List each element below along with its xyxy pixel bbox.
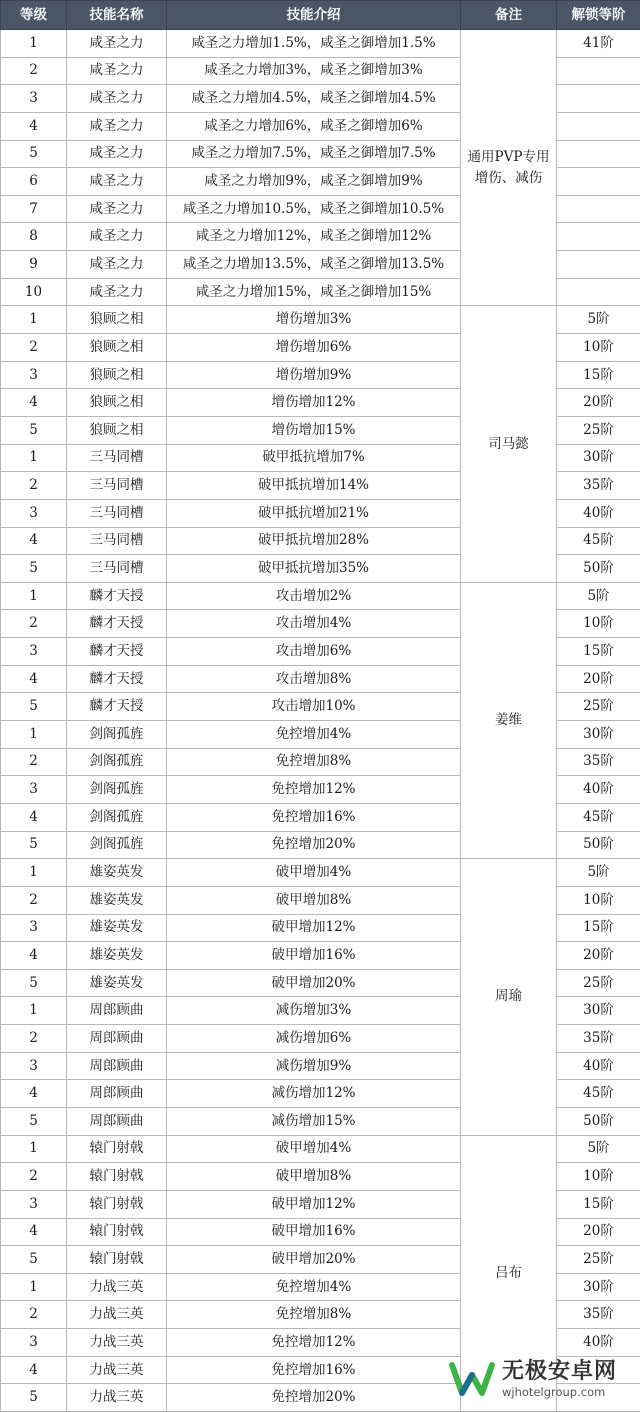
cell-skill-name: 狼顾之相 xyxy=(67,389,167,417)
cell-skill-desc: 增伤增加6% xyxy=(167,334,461,362)
cell-unlock: 30阶 xyxy=(557,997,640,1025)
cell-level: 2 xyxy=(1,748,67,776)
cell-skill-desc: 咸圣之力增加9%，咸圣之御增加9% xyxy=(167,168,461,196)
cell-skill-name: 三马同槽 xyxy=(67,472,167,500)
cell-level: 2 xyxy=(1,334,67,362)
cell-unlock: 35阶 xyxy=(557,748,640,776)
cell-level: 2 xyxy=(1,1163,67,1191)
cell-skill-desc: 咸圣之力增加6%，咸圣之御增加6% xyxy=(167,112,461,140)
cell-level: 2 xyxy=(1,1025,67,1053)
cell-level: 10 xyxy=(1,278,67,306)
cell-level: 3 xyxy=(1,1190,67,1218)
cell-skill-desc: 免控增加4% xyxy=(167,1273,461,1301)
cell-level: 2 xyxy=(1,1301,67,1329)
note-line: 周瑜 xyxy=(495,988,522,1005)
cell-level: 3 xyxy=(1,85,67,113)
watermark-url: wjhotelgroup.com xyxy=(502,1385,606,1399)
cell-level: 3 xyxy=(1,638,67,666)
note-line: 增伤、减伤 xyxy=(474,169,543,186)
cell-skill-desc: 破甲增加16% xyxy=(167,1218,461,1246)
cell-unlock xyxy=(557,168,640,196)
cell-skill-name: 麟才天授 xyxy=(67,610,167,638)
cell-skill-name: 力战三英 xyxy=(67,1329,167,1357)
cell-skill-desc: 咸圣之力增加4.5%，咸圣之御增加4.5% xyxy=(167,85,461,113)
cell-level: 3 xyxy=(1,499,67,527)
cell-unlock: 41阶 xyxy=(557,30,640,58)
cell-level: 1 xyxy=(1,582,67,610)
cell-skill-name: 麟才天授 xyxy=(67,693,167,721)
cell-level: 3 xyxy=(1,1329,67,1357)
cell-skill-desc: 咸圣之力增加1.5%，咸圣之御增加1.5% xyxy=(167,30,461,58)
cell-unlock: 45阶 xyxy=(557,803,640,831)
cell-skill-name: 剑阁孤旌 xyxy=(67,831,167,859)
cell-skill-desc: 免控增加20% xyxy=(167,1384,461,1412)
cell-unlock xyxy=(557,278,640,306)
cell-level: 7 xyxy=(1,195,67,223)
cell-level: 1 xyxy=(1,444,67,472)
table-body xyxy=(1,30,640,1412)
cell-skill-desc: 破甲增加20% xyxy=(167,969,461,997)
cell-level: 2 xyxy=(1,610,67,638)
cell-level: 2 xyxy=(1,886,67,914)
cell-note xyxy=(461,859,557,1135)
table-row xyxy=(1,1135,640,1163)
cell-level: 5 xyxy=(1,1384,67,1412)
cell-skill-desc: 免控增加4% xyxy=(167,721,461,749)
cell-skill-name: 雄姿英发 xyxy=(67,859,167,887)
cell-skill-desc: 攻击增加10% xyxy=(167,693,461,721)
cell-unlock: 40阶 xyxy=(557,499,640,527)
cell-skill-desc: 咸圣之力增加3%，咸圣之御增加3% xyxy=(167,57,461,85)
cell-unlock: 50阶 xyxy=(557,1107,640,1135)
cell-level: 5 xyxy=(1,416,67,444)
header-note: 备注 xyxy=(461,1,557,30)
cell-unlock: 15阶 xyxy=(557,1190,640,1218)
cell-skill-desc: 破甲增加8% xyxy=(167,1163,461,1191)
cell-unlock: 15阶 xyxy=(557,361,640,389)
cell-level: 4 xyxy=(1,1080,67,1108)
cell-unlock: 5阶 xyxy=(557,582,640,610)
cell-unlock xyxy=(557,195,640,223)
cell-skill-name: 咸圣之力 xyxy=(67,168,167,196)
cell-skill-name: 剑阁孤旌 xyxy=(67,748,167,776)
note-line: 姜维 xyxy=(495,712,522,729)
cell-level: 5 xyxy=(1,1246,67,1274)
cell-skill-name: 雄姿英发 xyxy=(67,914,167,942)
cell-skill-desc: 破甲抵抗增加7% xyxy=(167,444,461,472)
cell-level: 1 xyxy=(1,30,67,58)
cell-unlock: 50阶 xyxy=(557,555,640,583)
cell-skill-desc: 攻击增加8% xyxy=(167,665,461,693)
header-level: 等级 xyxy=(1,1,67,30)
cell-skill-name: 剑阁孤旌 xyxy=(67,721,167,749)
cell-skill-desc: 免控增加8% xyxy=(167,1301,461,1329)
cell-unlock: 30阶 xyxy=(557,1273,640,1301)
cell-level: 3 xyxy=(1,361,67,389)
header-unlock: 解锁等阶 xyxy=(557,1,640,30)
cell-skill-name: 咸圣之力 xyxy=(67,251,167,279)
cell-skill-name: 咸圣之力 xyxy=(67,85,167,113)
cell-skill-name: 咸圣之力 xyxy=(67,195,167,223)
cell-note xyxy=(461,582,557,858)
cell-level: 2 xyxy=(1,57,67,85)
cell-unlock xyxy=(557,85,640,113)
cell-skill-name: 力战三英 xyxy=(67,1384,167,1412)
cell-level: 3 xyxy=(1,776,67,804)
cell-skill-name: 剑阁孤旌 xyxy=(67,776,167,804)
cell-unlock: 50阶 xyxy=(557,831,640,859)
cell-skill-desc: 攻击增加6% xyxy=(167,638,461,666)
cell-level: 1 xyxy=(1,997,67,1025)
cell-unlock xyxy=(557,251,640,279)
cell-skill-desc: 免控增加8% xyxy=(167,748,461,776)
cell-skill-desc: 破甲增加16% xyxy=(167,942,461,970)
note-line: PVP专用 xyxy=(494,148,550,165)
cell-unlock: 15阶 xyxy=(557,914,640,942)
header-skill-desc: 技能介绍 xyxy=(167,1,461,30)
cell-level: 3 xyxy=(1,914,67,942)
cell-unlock: 10阶 xyxy=(557,886,640,914)
cell-skill-desc: 咸圣之力增加7.5%，咸圣之御增加7.5% xyxy=(167,140,461,168)
cell-unlock: 30阶 xyxy=(557,721,640,749)
cell-skill-name: 力战三英 xyxy=(67,1273,167,1301)
cell-unlock: 45阶 xyxy=(557,1080,640,1108)
note-line: 通用 xyxy=(467,148,495,165)
cell-skill-name: 辕门射戟 xyxy=(67,1218,167,1246)
cell-skill-name: 咸圣之力 xyxy=(67,112,167,140)
cell-skill-desc: 减伤增加15% xyxy=(167,1107,461,1135)
cell-skill-name: 辕门射戟 xyxy=(67,1190,167,1218)
cell-skill-name: 周郎顾曲 xyxy=(67,997,167,1025)
cell-skill-name: 麟才天授 xyxy=(67,582,167,610)
cell-level: 1 xyxy=(1,306,67,334)
cell-level: 1 xyxy=(1,859,67,887)
cell-skill-desc: 咸圣之力增加13.5%，咸圣之御增加13.5% xyxy=(167,251,461,279)
cell-skill-name: 力战三英 xyxy=(67,1301,167,1329)
cell-skill-desc: 破甲抵抗增加35% xyxy=(167,555,461,583)
cell-skill-desc: 破甲增加20% xyxy=(167,1246,461,1274)
cell-skill-name: 咸圣之力 xyxy=(67,57,167,85)
cell-skill-name: 周郎顾曲 xyxy=(67,1107,167,1135)
cell-unlock: 35阶 xyxy=(557,1025,640,1053)
cell-skill-name: 雄姿英发 xyxy=(67,886,167,914)
cell-skill-desc: 破甲增加4% xyxy=(167,859,461,887)
cell-skill-name: 咸圣之力 xyxy=(67,278,167,306)
cell-skill-name: 狼顾之相 xyxy=(67,306,167,334)
cell-unlock: 20阶 xyxy=(557,1218,640,1246)
cell-note xyxy=(461,306,557,582)
cell-skill-desc: 破甲增加4% xyxy=(167,1135,461,1163)
cell-unlock: 15阶 xyxy=(557,638,640,666)
cell-unlock xyxy=(557,57,640,85)
cell-skill-name: 三马同槽 xyxy=(67,499,167,527)
cell-skill-desc: 减伤增加6% xyxy=(167,1025,461,1053)
cell-level: 5 xyxy=(1,969,67,997)
table-row xyxy=(1,582,640,610)
cell-skill-name: 周郎顾曲 xyxy=(67,1025,167,1053)
cell-unlock: 20阶 xyxy=(557,942,640,970)
cell-skill-name: 麟才天授 xyxy=(67,665,167,693)
cell-skill-desc: 破甲抵抗增加21% xyxy=(167,499,461,527)
table-row xyxy=(1,306,640,334)
cell-unlock: 25阶 xyxy=(557,969,640,997)
cell-unlock: 45阶 xyxy=(557,527,640,555)
cell-level: 4 xyxy=(1,665,67,693)
cell-skill-name: 辕门射戟 xyxy=(67,1246,167,1274)
cell-level: 1 xyxy=(1,1273,67,1301)
cell-unlock: 25阶 xyxy=(557,416,640,444)
cell-skill-name: 咸圣之力 xyxy=(67,30,167,58)
cell-skill-desc: 破甲抵抗增加14% xyxy=(167,472,461,500)
cell-skill-name: 三马同槽 xyxy=(67,555,167,583)
cell-skill-name: 狼顾之相 xyxy=(67,334,167,362)
cell-level: 4 xyxy=(1,942,67,970)
cell-level: 2 xyxy=(1,472,67,500)
cell-skill-desc: 破甲增加12% xyxy=(167,1190,461,1218)
cell-unlock: 5阶 xyxy=(557,1135,640,1163)
table-header-row xyxy=(1,1,640,30)
cell-level: 5 xyxy=(1,1107,67,1135)
cell-skill-desc: 免控增加12% xyxy=(167,1329,461,1357)
cell-unlock: 10阶 xyxy=(557,1163,640,1191)
cell-skill-desc: 增伤增加15% xyxy=(167,416,461,444)
watermark-text xyxy=(502,1359,617,1399)
cell-unlock: 20阶 xyxy=(557,389,640,417)
cell-unlock xyxy=(557,223,640,251)
cell-skill-name: 三马同槽 xyxy=(67,527,167,555)
cell-skill-name: 麟才天授 xyxy=(67,638,167,666)
cell-skill-desc: 免控增加12% xyxy=(167,776,461,804)
cell-skill-desc: 咸圣之力增加15%，咸圣之御增加15% xyxy=(167,278,461,306)
cell-level: 8 xyxy=(1,223,67,251)
cell-skill-name: 辕门射戟 xyxy=(67,1135,167,1163)
wj-logo-icon xyxy=(448,1355,496,1403)
cell-unlock: 5阶 xyxy=(557,859,640,887)
cell-skill-desc: 免控增加16% xyxy=(167,1356,461,1384)
cell-skill-desc: 免控增加16% xyxy=(167,803,461,831)
header-skill-name: 技能名称 xyxy=(67,1,167,30)
cell-skill-name: 辕门射戟 xyxy=(67,1163,167,1191)
cell-level: 1 xyxy=(1,721,67,749)
table-row xyxy=(1,859,640,887)
cell-unlock: 5阶 xyxy=(557,306,640,334)
cell-skill-name: 咸圣之力 xyxy=(67,223,167,251)
note-line: 吕布 xyxy=(495,1264,522,1281)
cell-skill-desc: 破甲增加8% xyxy=(167,886,461,914)
cell-skill-name: 狼顾之相 xyxy=(67,361,167,389)
cell-unlock xyxy=(557,140,640,168)
cell-unlock: 35阶 xyxy=(557,472,640,500)
cell-skill-desc: 咸圣之力增加12%，咸圣之御增加12% xyxy=(167,223,461,251)
cell-note xyxy=(461,30,557,306)
cell-level: 5 xyxy=(1,693,67,721)
cell-skill-name: 力战三英 xyxy=(67,1356,167,1384)
cell-level: 9 xyxy=(1,251,67,279)
note-line: 司马懿 xyxy=(488,435,529,452)
cell-skill-name: 狼顾之相 xyxy=(67,416,167,444)
table-row xyxy=(1,30,640,58)
cell-skill-desc: 增伤增加12% xyxy=(167,389,461,417)
cell-level: 4 xyxy=(1,527,67,555)
cell-skill-name: 雄姿英发 xyxy=(67,942,167,970)
watermark xyxy=(448,1352,632,1406)
cell-level: 3 xyxy=(1,1052,67,1080)
cell-level: 1 xyxy=(1,1135,67,1163)
cell-skill-name: 雄姿英发 xyxy=(67,969,167,997)
cell-level: 5 xyxy=(1,555,67,583)
cell-unlock: 40阶 xyxy=(557,776,640,804)
cell-skill-desc: 攻击增加4% xyxy=(167,610,461,638)
cell-skill-desc: 破甲增加12% xyxy=(167,914,461,942)
cell-level: 6 xyxy=(1,168,67,196)
cell-skill-name: 剑阁孤旌 xyxy=(67,803,167,831)
cell-unlock: 35阶 xyxy=(557,1301,640,1329)
cell-skill-desc: 攻击增加2% xyxy=(167,582,461,610)
cell-skill-desc: 破甲抵抗增加28% xyxy=(167,527,461,555)
cell-level: 4 xyxy=(1,1356,67,1384)
cell-level: 4 xyxy=(1,1218,67,1246)
cell-level: 5 xyxy=(1,140,67,168)
cell-skill-desc: 增伤增加9% xyxy=(167,361,461,389)
cell-unlock: 40阶 xyxy=(557,1329,640,1357)
cell-unlock: 10阶 xyxy=(557,610,640,638)
cell-skill-name: 三马同槽 xyxy=(67,444,167,472)
cell-unlock xyxy=(557,112,640,140)
cell-skill-desc: 咸圣之力增加10.5%，咸圣之御增加10.5% xyxy=(167,195,461,223)
cell-level: 5 xyxy=(1,831,67,859)
cell-level: 4 xyxy=(1,803,67,831)
cell-unlock: 25阶 xyxy=(557,1246,640,1274)
cell-unlock: 40阶 xyxy=(557,1052,640,1080)
cell-skill-desc: 免控增加20% xyxy=(167,831,461,859)
cell-unlock: 20阶 xyxy=(557,665,640,693)
cell-skill-name: 周郎顾曲 xyxy=(67,1080,167,1108)
cell-level: 4 xyxy=(1,112,67,140)
cell-skill-name: 周郎顾曲 xyxy=(67,1052,167,1080)
watermark-name: 无极安卓网 xyxy=(502,1359,618,1384)
cell-unlock: 10阶 xyxy=(557,334,640,362)
cell-skill-name: 咸圣之力 xyxy=(67,140,167,168)
cell-skill-desc: 减伤增加12% xyxy=(167,1080,461,1108)
cell-level: 4 xyxy=(1,389,67,417)
cell-unlock: 30阶 xyxy=(557,444,640,472)
cell-unlock: 25阶 xyxy=(557,693,640,721)
cell-skill-desc: 减伤增加3% xyxy=(167,997,461,1025)
cell-skill-desc: 减伤增加9% xyxy=(167,1052,461,1080)
cell-skill-desc: 增伤增加3% xyxy=(167,306,461,334)
